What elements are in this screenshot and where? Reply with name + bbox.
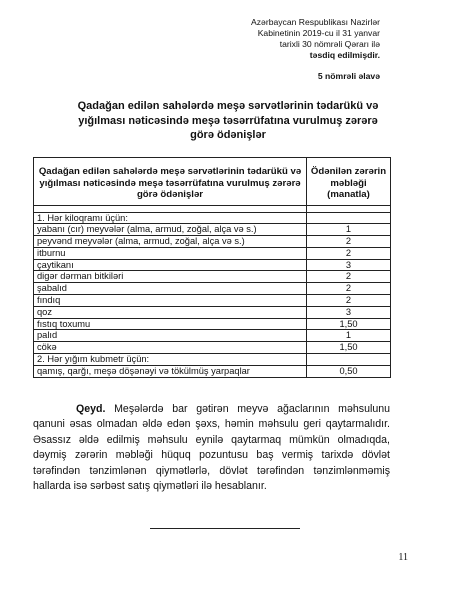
row-value: 0,50 bbox=[307, 365, 391, 377]
row-value: 1 bbox=[307, 330, 391, 342]
header-amount-column: Ödənilən zərərin məbləği (manatla) bbox=[307, 158, 391, 206]
title-line-1: Qadağan edilən sahələrdə meşə sərvətlərinin tədarükü və bbox=[77, 100, 379, 112]
approval-line-1: Azərbaycan Respublikası Nazirlər bbox=[251, 17, 380, 27]
table-row bbox=[34, 342, 391, 354]
row-name: digər dərman bitkiləri bbox=[34, 271, 307, 283]
approval-line-4: təsdiq edilmişdir. bbox=[309, 50, 380, 60]
row-name: fıstıq toxumu bbox=[34, 318, 307, 330]
row-value: 1,50 bbox=[307, 342, 391, 354]
title-line-3: görə ödənişlər bbox=[190, 129, 266, 141]
row-name: qamış, qarğı, meşə döşənəyi və tökülmüş yarpaqlar bbox=[34, 365, 307, 377]
table-row bbox=[34, 306, 391, 318]
row-name: qoz bbox=[34, 306, 307, 318]
row-name: fındıq bbox=[34, 295, 307, 307]
group-row-1 bbox=[34, 212, 391, 224]
document-title bbox=[40, 99, 416, 143]
row-name: peyvənd meyvələr (alma, armud, zoğal, alça və s.) bbox=[34, 236, 307, 248]
approval-line-3: tarixli 30 nömrəli Qərarı ilə bbox=[279, 39, 380, 49]
spacer-row bbox=[34, 205, 391, 212]
row-name: şabalıd bbox=[34, 283, 307, 295]
row-value: 2 bbox=[307, 295, 391, 307]
row-name: cökə bbox=[34, 342, 307, 354]
table-row bbox=[34, 236, 391, 248]
table-row bbox=[34, 259, 391, 271]
approval-block bbox=[180, 17, 380, 61]
group-label: 1. Hər kiloqramı üçün: bbox=[34, 212, 307, 224]
row-name: yabanı (cır) meyvələr (alma, armud, zoğal, alça və s.) bbox=[34, 224, 307, 236]
note-paragraph bbox=[33, 402, 390, 494]
row-value: 1,50 bbox=[307, 318, 391, 330]
row-value: 2 bbox=[307, 271, 391, 283]
group-label: 2. Hər yığım kubmetr üçün: bbox=[34, 354, 307, 366]
title-line-2: yığılması nəticəsində meşə təsərrüfatına vurulmuş zərərə bbox=[78, 114, 378, 127]
table-header-row bbox=[34, 158, 391, 206]
row-value: 3 bbox=[307, 259, 391, 271]
table-row bbox=[34, 247, 391, 259]
row-name: çaytikanı bbox=[34, 259, 307, 271]
header-item-column: Qadağan edilən sahələrdə meşə sərvətlərinin tədarükü və yığılması nəticəsində meşə təsərrüfatına vurulmuş zərərə görə ödənişlər bbox=[34, 158, 307, 206]
row-value: 1 bbox=[307, 224, 391, 236]
row-name: palıd bbox=[34, 330, 307, 342]
approval-line-2: Kabinetinin 2019-cu il 31 yanvar bbox=[257, 28, 380, 38]
table-row bbox=[34, 271, 391, 283]
appendix-label: 5 nömrəli əlavə bbox=[317, 71, 380, 81]
note-label: Qeyd. bbox=[76, 403, 106, 415]
row-value: 2 bbox=[307, 283, 391, 295]
table-row bbox=[34, 318, 391, 330]
row-name: itburnu bbox=[34, 247, 307, 259]
note-text: Meşələrdə bar gətirən meyvə ağaclarının məhsulunu qanuni əsas olmadan əldə edən şəxs, həmin məhsulu geri qaytarmalıdır. Əsassız əldə edilmiş məhsulu eynilə qaytarmaq mümkün olmadıqda, dəymiş zərərin məbləği hüquq pozuntusu baş vermiş tarixdə dövlət tərəfindən tənzimlənən qiymətlərlə, dövlət tərəfindən tənzimlənməmiş hallarda isə sərbəst satış qiymətləri ilə hesablanır. bbox=[33, 403, 390, 493]
row-value: 2 bbox=[307, 236, 391, 248]
table-row bbox=[34, 365, 391, 377]
page-number: 11 bbox=[398, 552, 408, 563]
payments-table bbox=[33, 157, 391, 378]
table-row bbox=[34, 224, 391, 236]
row-value: 2 bbox=[307, 247, 391, 259]
table-row bbox=[34, 283, 391, 295]
group-row-2 bbox=[34, 354, 391, 366]
signature-line bbox=[150, 528, 300, 529]
table-row bbox=[34, 295, 391, 307]
row-value: 3 bbox=[307, 306, 391, 318]
table-row bbox=[34, 330, 391, 342]
